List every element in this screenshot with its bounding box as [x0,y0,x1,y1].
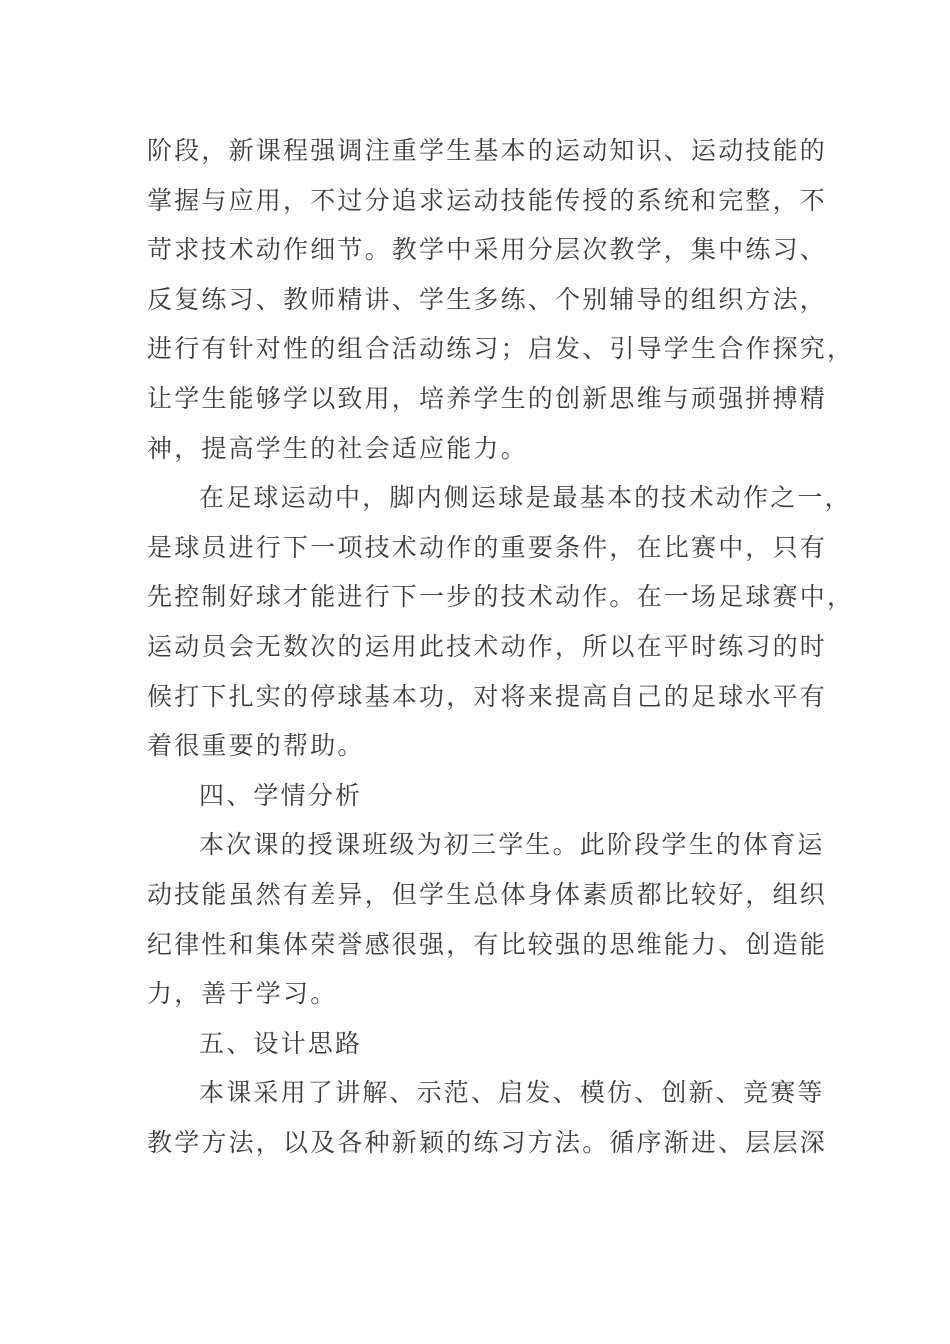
text-line: 先控制好球才能进行下一步的技术动作。在一场足球赛中， [147,582,855,612]
text-line: 反复练习、教师精讲、学生多练、个别辅导的组织方法， [147,284,828,314]
text-line: 运动员会无数次的运用此技术动作，所以在平时练习的时 [147,631,828,661]
text-line: 让学生能够学以致用，培养学生的创新思维与顽强拼搏精 [147,383,828,413]
text-line: 候打下扎实的停球基本功，对将来提高自己的足球水平有 [147,681,828,711]
text-line: 是球员进行下一项技术动作的重要条件，在比赛中，只有 [147,532,828,562]
section-heading-learning-analysis: 四、学情分析 [199,780,363,810]
document-body [147,126,855,1167]
text-line: 神，提高学生的社会适应能力。 [147,433,528,463]
text-line: 掌握与应用，不过分追求运动技能传授的系统和完整，不 [147,185,828,215]
section-heading-design-approach: 五、设计思路 [199,1028,363,1058]
text-line: 力，善于学习。 [147,979,338,1009]
paragraph-start-line: 本课采用了讲解、示范、启发、模仿、创新、竞赛等 [199,1078,825,1108]
text-line: 着很重要的帮助。 [147,731,365,761]
paragraph-start-line: 本次课的授课班级为初三学生。此阶段学生的体育运 [199,830,825,860]
text-line: 教学方法，以及各种新颖的练习方法。循序渐进、层层深 [147,1127,828,1157]
text-line: 阶段，新课程强调注重学生基本的运动知识、运动技能的 [147,136,828,165]
text-line: 动技能虽然有差异，但学生总体身体素质都比较好，组织 [147,879,828,909]
paragraph-start-line: 在足球运动中，脚内侧运球是最基本的技术动作之一， [199,483,852,513]
text-line: 进行有针对性的组合活动练习；启发、引导学生合作探究， [147,334,855,364]
text-line: 纪律性和集体荣誉感很强，有比较强的思维能力、创造能 [147,929,828,959]
text-line: 苛求技术动作细节。教学中采用分层次教学，集中练习、 [147,235,828,265]
